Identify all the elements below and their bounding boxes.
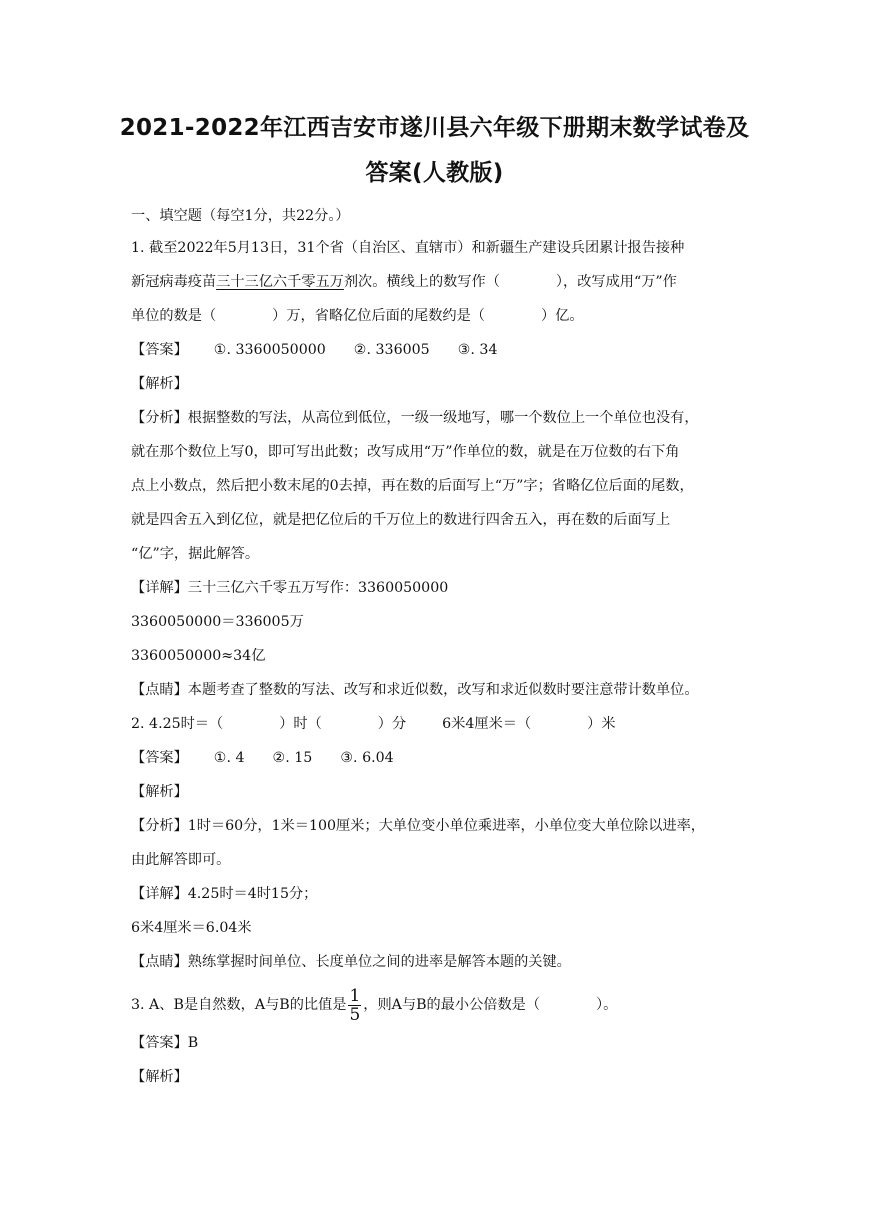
q1-stem-text: 单位的数是（ bbox=[131, 308, 217, 324]
q3-answer: 【答案】B bbox=[131, 1035, 199, 1051]
answer-item: ③. 34 bbox=[457, 342, 498, 358]
q3-stem-text: 3. A、B是自然数，A与B的比值是 bbox=[131, 997, 347, 1013]
document-title-line-2: 答案(人教版) bbox=[365, 160, 504, 186]
q3-stem-text: ，则A与B的最小公倍数是（ bbox=[363, 997, 541, 1013]
q1-xiangjie-line-1: 【详解】三十三亿六千零五万写作：3360050000 bbox=[131, 580, 449, 596]
q2-stem bbox=[131, 714, 737, 734]
q1-fenxi-line-2: 就在那个数位上写0，即可写出此数；改写成用“万”作单位的数，就是在万位数的右下角 bbox=[131, 444, 680, 460]
q1-fenxi-line-4: 就是四舍五入到亿位，就是把亿位后的千万位上的数进行四舍五入，再在数的后面写上 bbox=[131, 512, 671, 528]
q1-stem-text: ）亿。 bbox=[540, 308, 584, 324]
q1-dianjing: 【点睛】本题考查了整数的写法、改写和求近似数，改写和求近似数时要注意带计数单位。 bbox=[131, 682, 699, 698]
q2-stem-text: ）时（ bbox=[279, 716, 322, 732]
answer-item: ③. 6.04 bbox=[340, 750, 394, 766]
answer-item: ①. 3360050000 bbox=[213, 342, 326, 358]
q2-dianjing: 【点睛】熟练掌握时间单位、长度单位之间的进率是解答本题的关键。 bbox=[131, 954, 571, 970]
q3-fraction bbox=[348, 987, 361, 1024]
section-heading: 一、填空题（每空1分，共22分。） bbox=[131, 208, 350, 224]
q1-xiangjie-line-2: 3360050000＝336005万 bbox=[131, 614, 304, 630]
q1-stem-text: 新冠病毒疫苗 bbox=[131, 274, 217, 290]
fraction-numerator: 1 bbox=[349, 985, 361, 1006]
q1-stem-line-2 bbox=[131, 272, 737, 292]
fraction-denominator: 5 bbox=[349, 1004, 361, 1025]
q1-answer bbox=[131, 340, 737, 360]
q2-answer bbox=[131, 748, 737, 768]
answer-item: ②. 15 bbox=[272, 750, 313, 766]
q2-stem-text: 2. 4.25时＝（ bbox=[131, 716, 224, 732]
q1-stem-line-1: 1. 截至2022年5月13日，31个省（自治区、直辖市）和新疆生产建设兵团累计报告接种 bbox=[131, 240, 685, 256]
q2-stem-text: ）分 bbox=[377, 716, 407, 732]
q2-fenxi-line-1: 【分析】1时＝60分，1米＝100厘米；大单位变小单位乘进率，小单位变大单位除以进率， bbox=[131, 818, 705, 834]
answer-item: ②. 336005 bbox=[353, 342, 430, 358]
answer-label: 【答案】 bbox=[131, 342, 188, 358]
q2-xiangjie-line-2: 6米4厘米＝6.04米 bbox=[131, 920, 252, 936]
q1-fenxi-line-3: 点上小数点，然后把小数末尾的0去掉，再在数的后面写上“万”字；省略亿位后面的尾数， bbox=[131, 478, 694, 494]
answer-label: 【答案】 bbox=[131, 750, 188, 766]
q3-analysis-label: 【解析】 bbox=[131, 1069, 188, 1085]
q1-stem-text: ）万，省略亿位后面的尾数约是（ bbox=[272, 308, 485, 324]
q2-xiangjie-line-1: 【详解】4.25时＝4时15分； bbox=[131, 886, 318, 902]
q3-stem bbox=[131, 986, 737, 1024]
q3-stem-text: ）。 bbox=[596, 997, 618, 1013]
q2-fenxi-line-2: 由此解答即可。 bbox=[131, 852, 231, 868]
q1-fenxi-line-1: 【分析】根据整数的写法，从高位到低位，一级一级地写，哪一个数位上一个单位也没有， bbox=[131, 410, 699, 426]
q1-stem-text: ），改写成用“万”作 bbox=[555, 274, 677, 290]
q2-stem-text: 6米4厘米＝（ bbox=[442, 716, 532, 732]
q1-stem-line-3 bbox=[131, 306, 737, 326]
answer-item: ①. 4 bbox=[213, 750, 245, 766]
q1-underlined-number: 三十三亿六千零五万 bbox=[216, 274, 344, 290]
document-title-line-1: 2021-2022年江西吉安市遂川县六年级下册期末数学试卷及 bbox=[119, 115, 750, 141]
q2-analysis-label: 【解析】 bbox=[131, 784, 188, 800]
q1-fenxi-line-5: “亿”字，据此解答。 bbox=[131, 546, 260, 562]
q1-stem-text: 剂次。横线上的数写作（ bbox=[343, 274, 500, 290]
q2-stem-text: ）米 bbox=[587, 716, 616, 732]
q1-analysis-label: 【解析】 bbox=[131, 376, 188, 392]
q1-xiangjie-line-3: 3360050000≈34亿 bbox=[131, 648, 266, 664]
